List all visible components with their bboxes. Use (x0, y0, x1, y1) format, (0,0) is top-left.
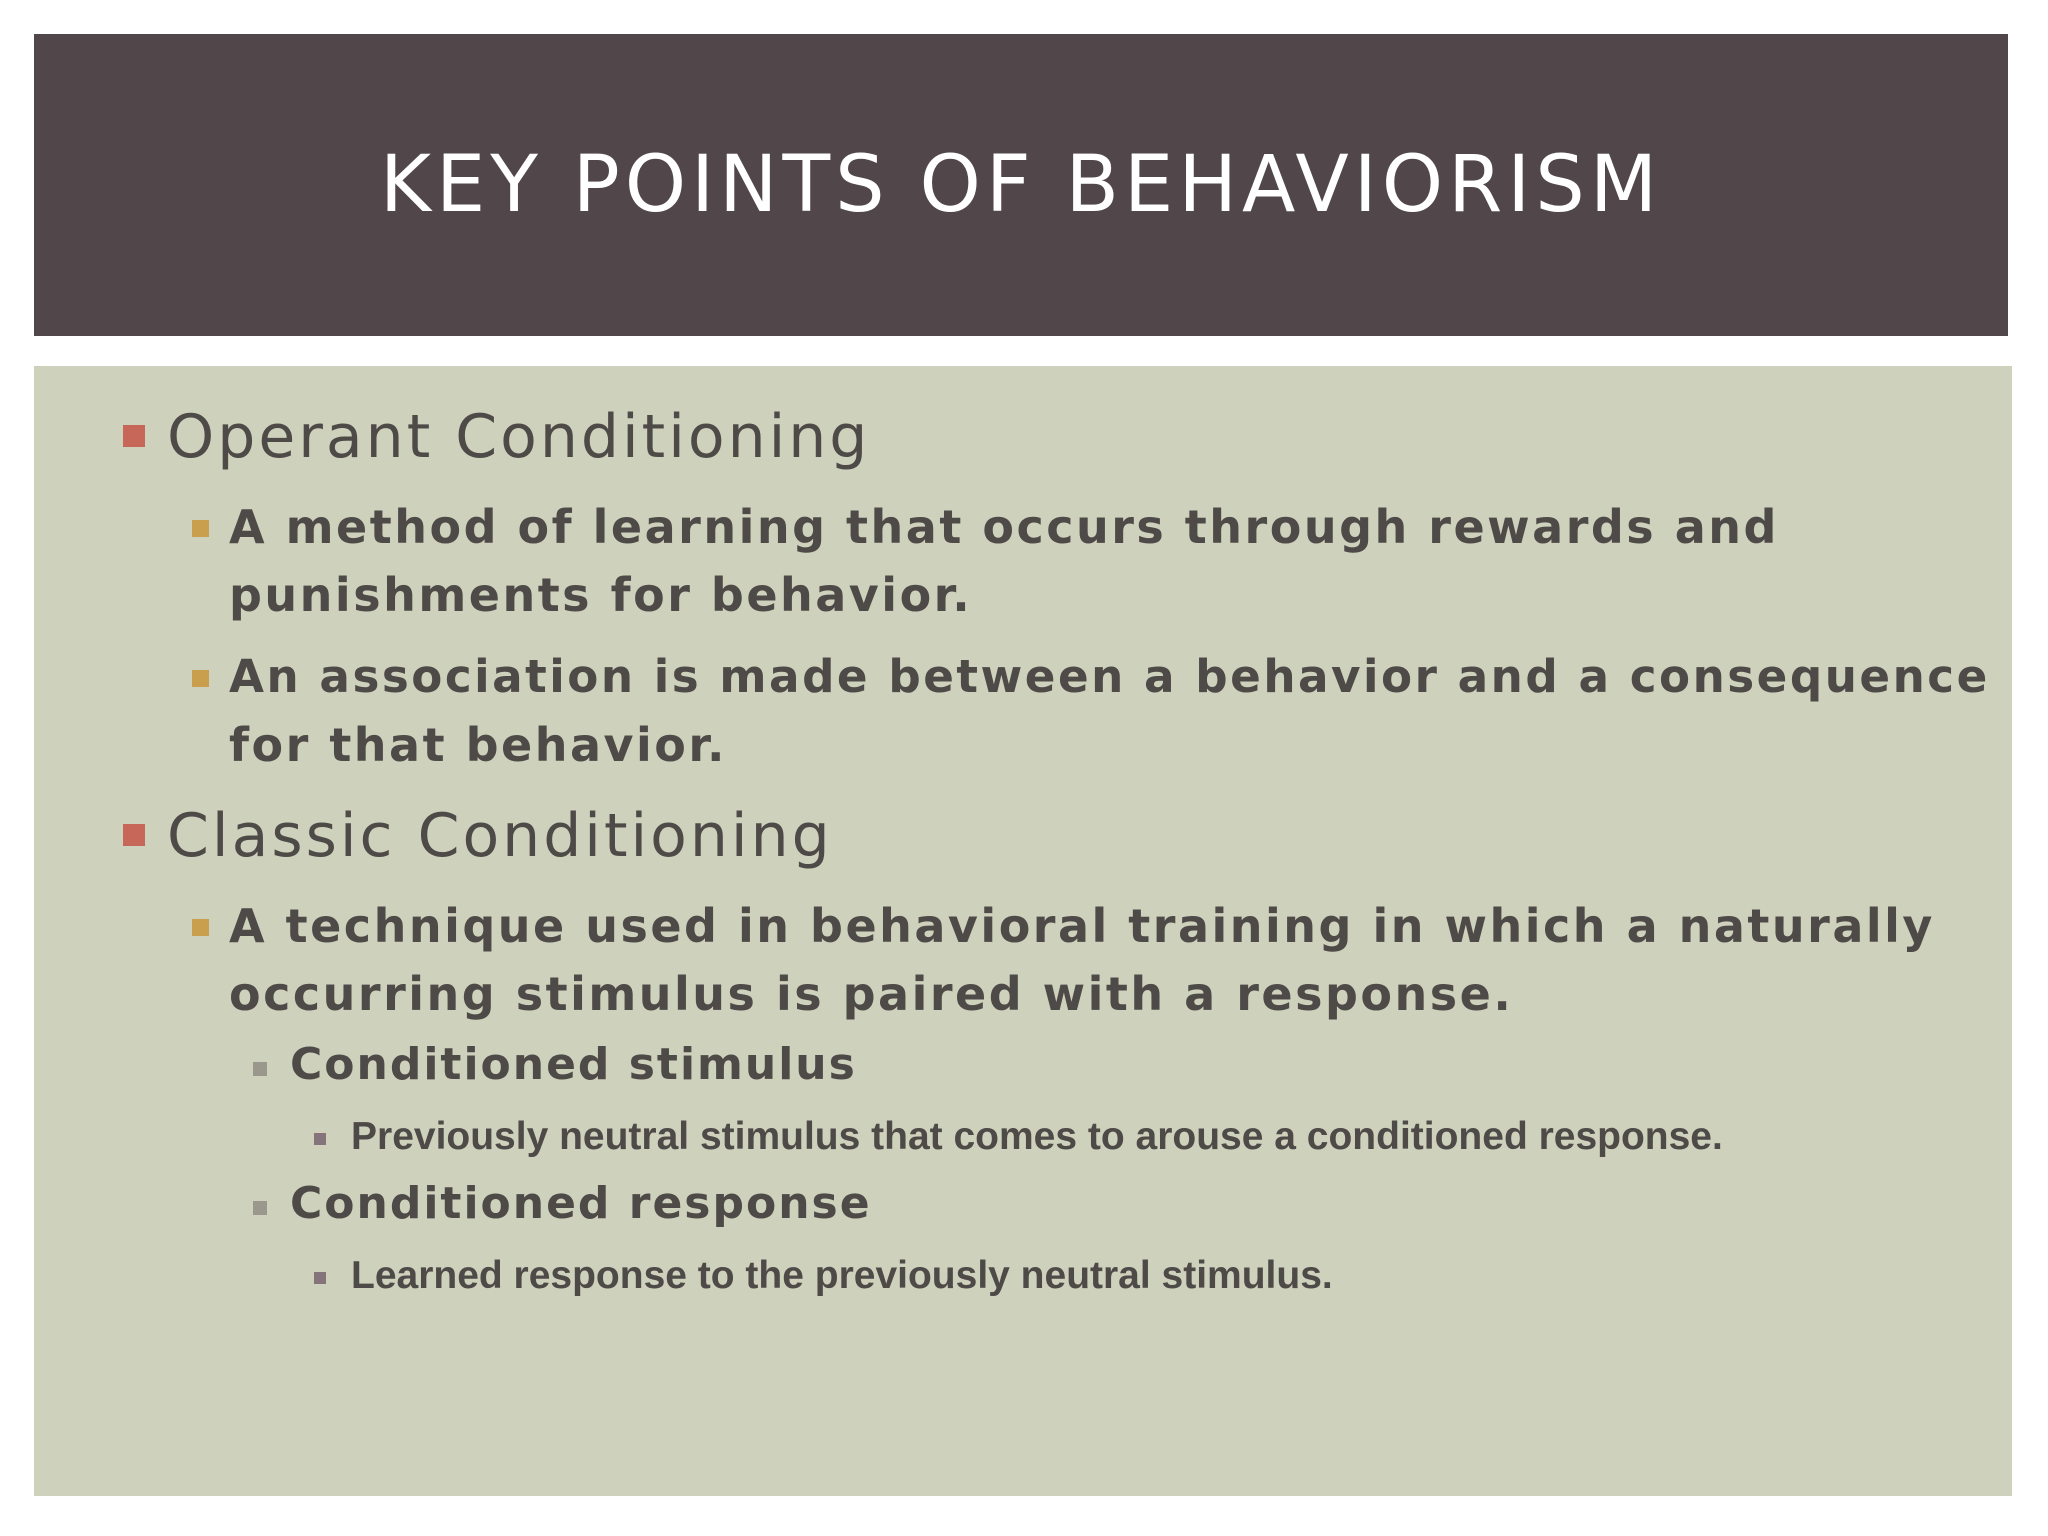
title-bar (34, 34, 2008, 336)
point-text-line: An association is made between a behavior and a consequence (229, 650, 1990, 703)
slide-title: KEY POINTS OF BEHAVIORISM (379, 140, 1663, 230)
level4-bullet-icon (314, 1133, 326, 1145)
level1-bullet-icon (123, 824, 145, 846)
point-text-line: for that behavior. (229, 718, 727, 772)
level3-bullet-icon (253, 1062, 267, 1076)
term-conditioned-response: Conditioned response (290, 1178, 872, 1229)
point-text-line: punishments for behavior. (229, 568, 973, 622)
level2-bullet-icon (192, 670, 209, 687)
level1-bullet-icon (123, 425, 145, 447)
section-heading-classic: Classic Conditioning (167, 801, 833, 871)
definition-conditioned-stimulus: Previously neutral stimulus that comes to arouse a conditioned response. (351, 1115, 1723, 1158)
point-text-line: A method of learning that occurs through rewards and (229, 500, 1779, 554)
definition-conditioned-response: Learned response to the previously neutral stimulus. (351, 1254, 1333, 1297)
level2-bullet-icon (192, 919, 209, 936)
level3-bullet-icon (253, 1201, 267, 1215)
content-area (34, 366, 2012, 1496)
level2-bullet-icon (192, 520, 209, 537)
point-text-line: A technique used in behavioral training in which a naturally (229, 899, 1935, 953)
section-heading-operant: Operant Conditioning (167, 402, 871, 472)
term-conditioned-stimulus: Conditioned stimulus (290, 1039, 857, 1090)
level4-bullet-icon (314, 1272, 326, 1284)
point-text-line: occurring stimulus is paired with a response. (229, 967, 1514, 1021)
